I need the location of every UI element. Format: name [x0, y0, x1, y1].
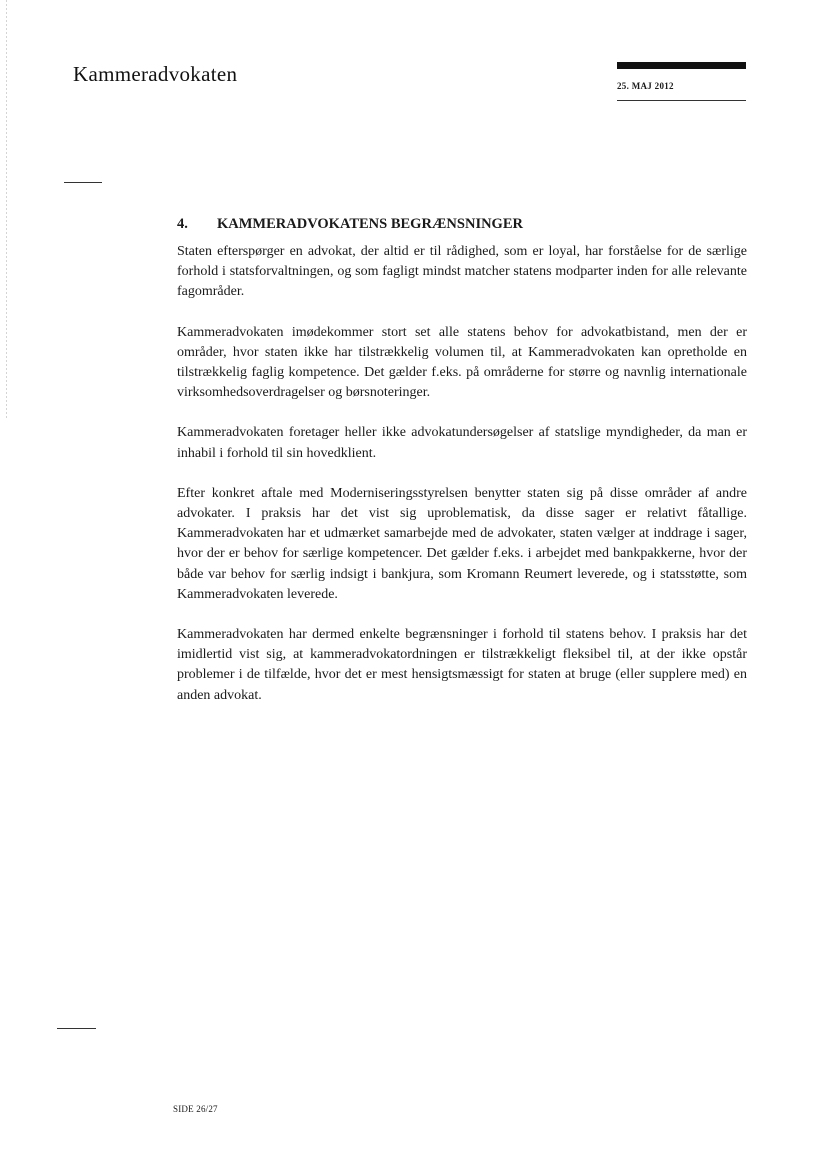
brand-name: Kammeradvokaten: [73, 62, 238, 86]
scan-edge: [6, 0, 7, 420]
paragraph-5: Kammeradvokaten har dermed enkelte begrænsninger i forhold til statens behov. I praksis har det imidlertid vist sig, at kammeradvokatordningen er tilstrækkeligt fleksibel til, at der ikke opstår problemer i de tilfælde, hvor det er mest hensigtsmæssigt for staten at bruge (eller supplere med) en anden advokat.: [177, 627, 747, 703]
section-title: KAMMERADVOKATENS BEGRÆNSNINGER: [217, 216, 523, 232]
page-number: SIDE 26/27: [173, 1104, 218, 1114]
document-date: 25. MAJ 2012: [617, 81, 674, 91]
paragraph-1: Staten efterspørger en advokat, der altid er til rådighed, som er loyal, har forståelse for de særlige forhold i statsforvaltningen, og som fagligt mindst matcher statens modparter inden for alle relevante fagområder.: [177, 244, 747, 300]
paragraph-2: Kammeradvokaten imødekommer stort set alle statens behov for advokatbistand, men der er områder, hvor staten ikke har tilstrækkelig volumen til, at Kammeradvokaten kan opretholde en tilstrækkelig faglig kompetence. Det gælder f.eks. på områderne for større og navnlig internationale virksomhedsoverdragelser og børsnoteringer.: [177, 324, 747, 401]
header-bar: [617, 62, 746, 69]
section-heading: [177, 216, 747, 233]
date-rule: [617, 100, 746, 101]
paragraph-4: Efter konkret aftale med Moderniseringsstyrelsen benytter staten sig på disse områder af andre advokater. I praksis har det vist sig uproblematisk, da disse sager er relativt fåtallige. Kammeradvokaten har et udmærket samarbejde med de advokater, staten vælger at inddrage i sager, hvor der er behov for særlige kompetencer. Det gælder f.eks. i arbejdet med bankpakkerne, hvor der både var behov for særlig indsigt i bankjura, som Kromann Reumert leverede, og i statsstøtte, som Kammeradvokaten leverede.: [177, 485, 747, 602]
section-number: 4.: [177, 216, 188, 232]
paragraph-3: Kammeradvokaten foretager heller ikke advokatundersøgelser af statslige myndigheder, da man er inhabil i forhold til sin hovedklient.: [177, 425, 747, 461]
section-content: [177, 216, 747, 726]
margin-mark-top: [64, 182, 102, 183]
margin-mark-bottom: [57, 1028, 96, 1029]
